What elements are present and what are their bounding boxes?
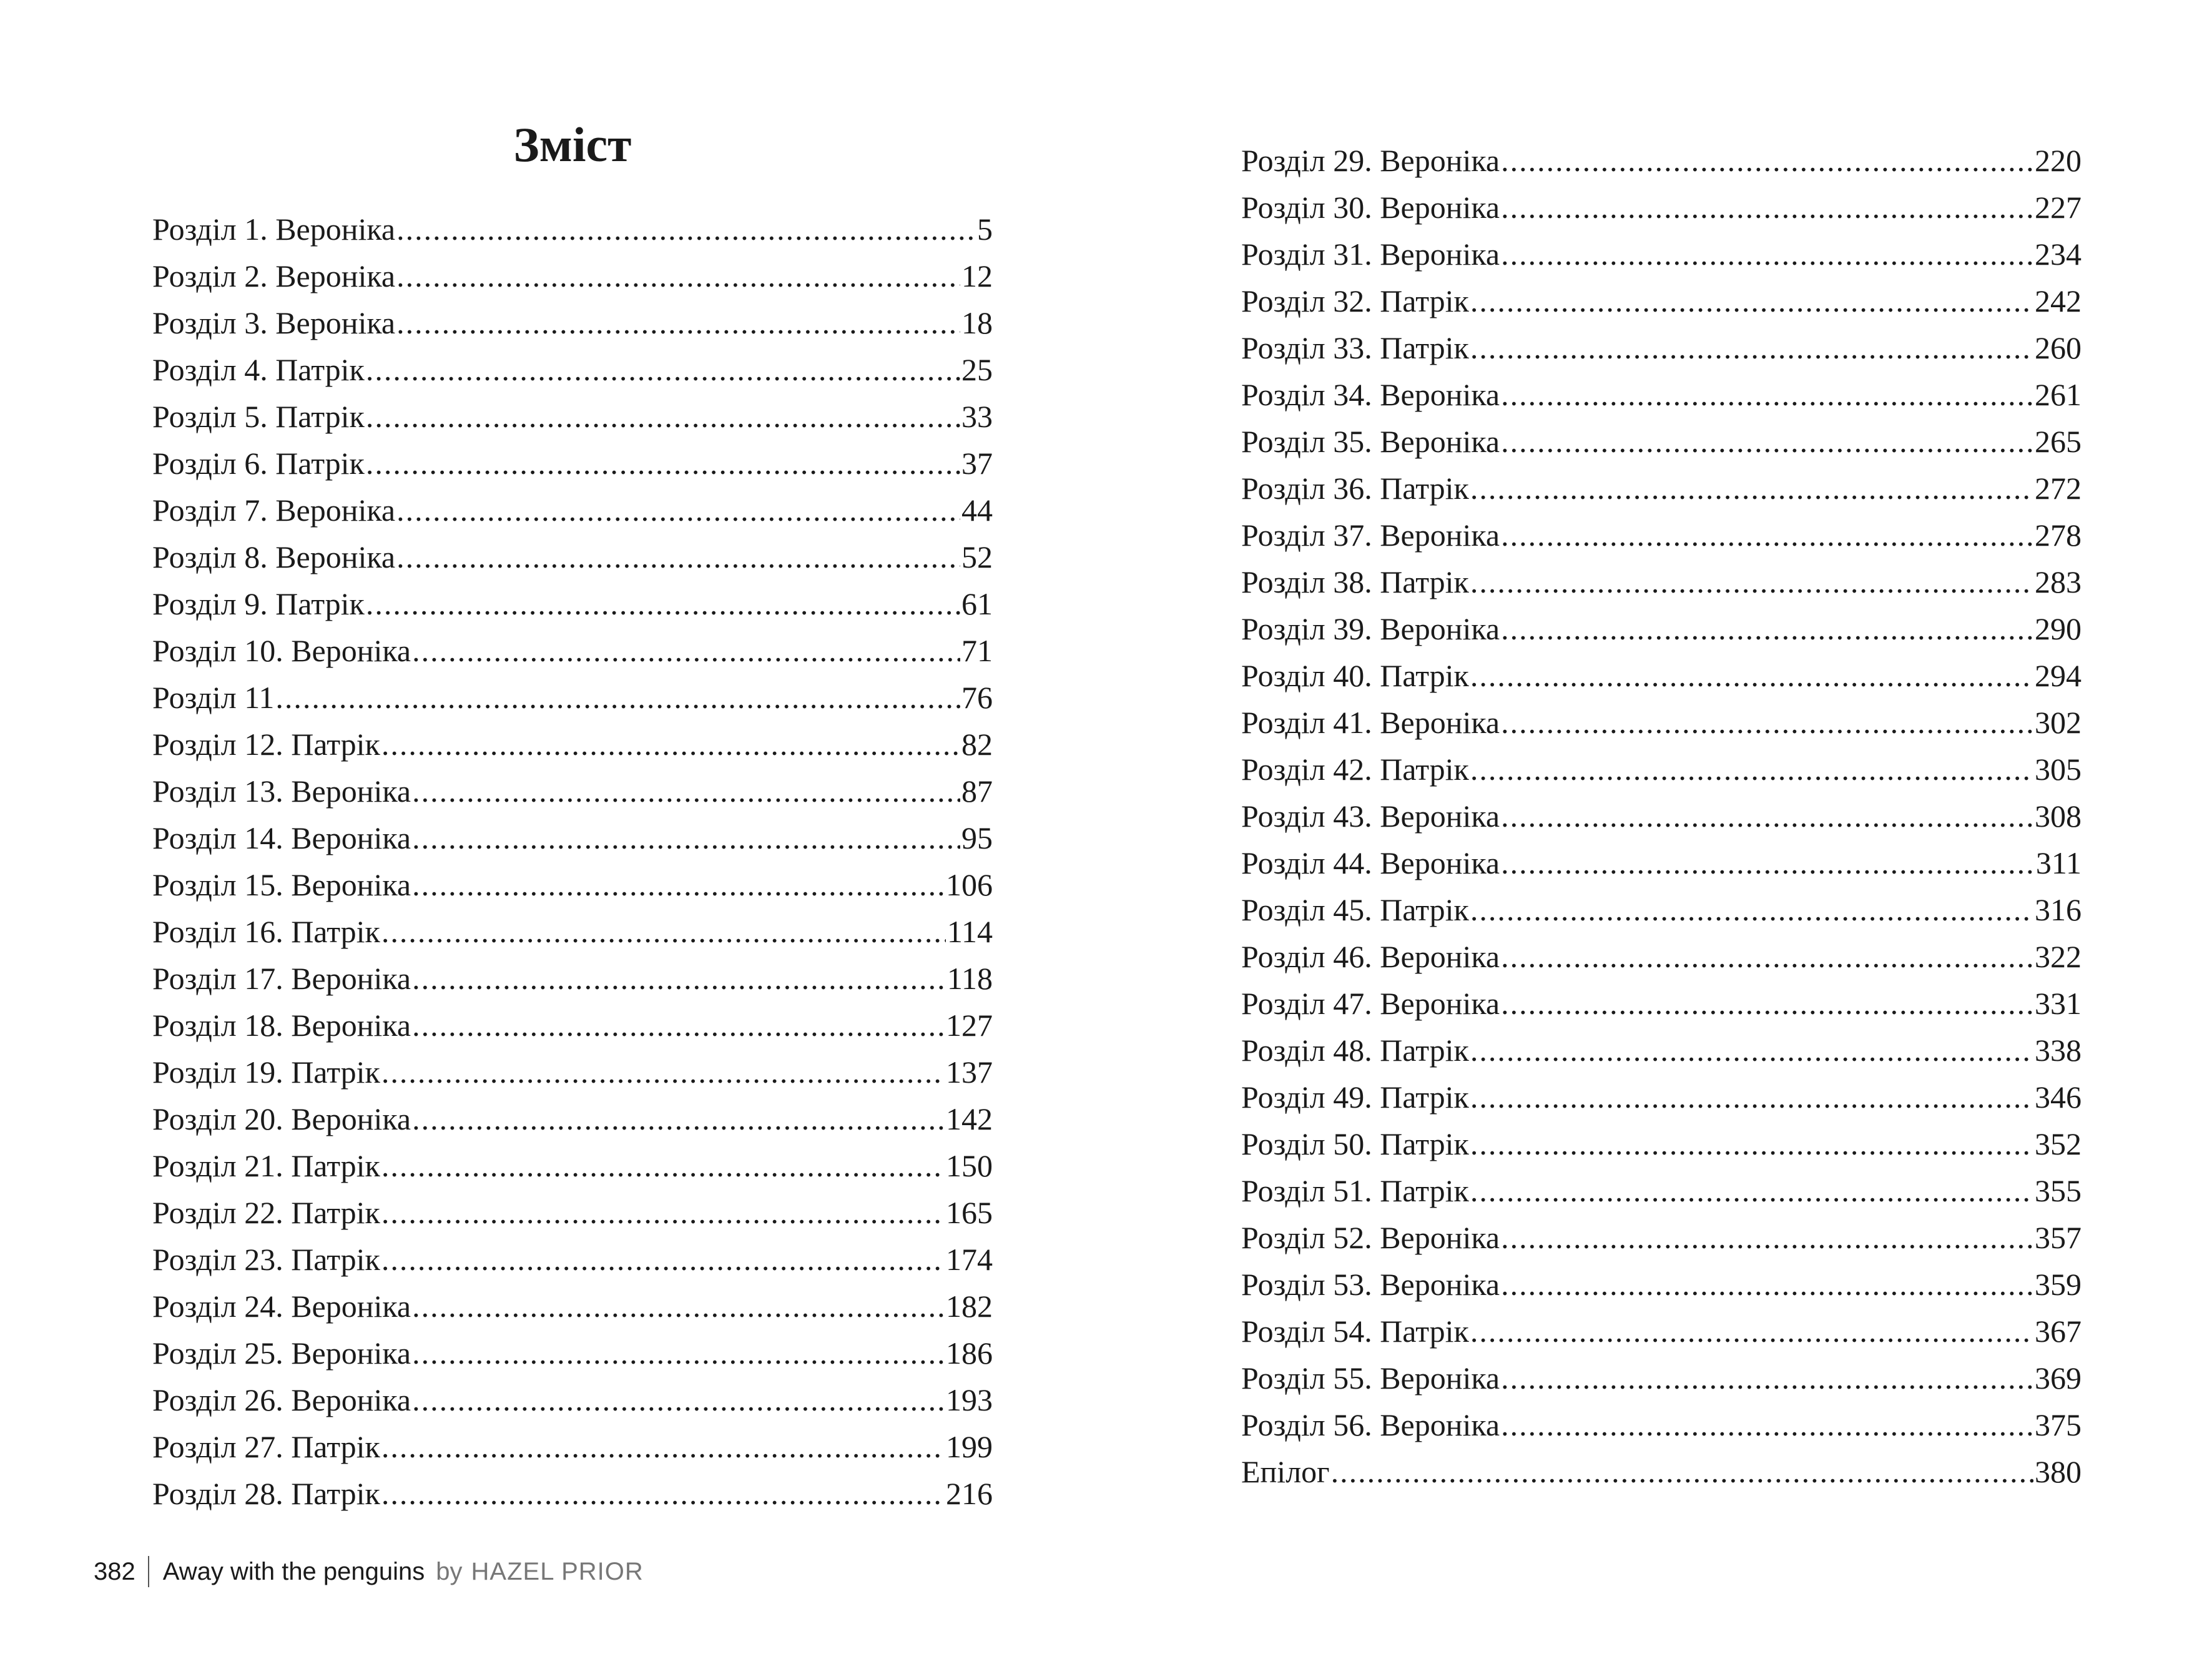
- toc-entry-page: 294: [2035, 658, 2082, 693]
- toc-dot-leader: [1501, 418, 2033, 465]
- toc-entry-label: Розділ 31. Вероніка: [1241, 237, 1500, 272]
- toc-entry-label: Розділ 14. Вероніка: [152, 820, 411, 855]
- toc-dot-leader: [1501, 980, 2033, 1027]
- toc-entry: [1241, 1168, 2082, 1214]
- toc-entry-page: 150: [946, 1148, 993, 1183]
- toc-entry-label: Розділ 7. Вероніка: [152, 493, 396, 528]
- toc-entry: [152, 253, 993, 300]
- toc-entry-label: Розділ 38. Патрік: [1241, 564, 1469, 599]
- toc-entry: [152, 1377, 993, 1424]
- toc-entry: [1241, 1121, 2082, 1168]
- toc-entry-page: 52: [961, 539, 993, 574]
- toc-entry-label: Розділ 45. Патрік: [1241, 892, 1469, 927]
- toc-entry-label: Розділ 12. Патрік: [152, 727, 380, 762]
- toc-entry-page: 118: [946, 961, 993, 996]
- toc-dot-leader: [381, 1189, 945, 1236]
- toc-entry: [1241, 887, 2082, 933]
- toc-entry-page: 186: [946, 1336, 993, 1371]
- toc-entry-page: 357: [2035, 1220, 2082, 1255]
- toc-entry-label: Розділ 56. Вероніка: [1241, 1407, 1500, 1442]
- toc-entry: [152, 393, 993, 440]
- toc-entry-label: Розділ 34. Вероніка: [1241, 377, 1500, 412]
- toc-dot-leader: [1470, 1027, 2033, 1074]
- toc-entry-label: Розділ 21. Патрік: [152, 1148, 380, 1183]
- toc-entry: [152, 347, 993, 393]
- toc-entry-page: 61: [961, 586, 993, 621]
- toc-dot-leader: [381, 1470, 945, 1517]
- toc-dot-leader: [396, 534, 960, 581]
- toc-entry: [152, 862, 993, 908]
- toc-entry-label: Розділ 3. Вероніка: [152, 305, 396, 340]
- toc-entry-page: 142: [946, 1101, 993, 1136]
- toc-entry-page: 355: [2035, 1173, 2082, 1208]
- toc-entry: [152, 1189, 993, 1236]
- toc-entry-page: 305: [2035, 752, 2082, 787]
- toc-entry-page: 114: [946, 914, 993, 949]
- toc-dot-leader: [1470, 1308, 2033, 1355]
- toc-entry: [1241, 465, 2082, 512]
- toc-entry-label: Розділ 18. Вероніка: [152, 1008, 411, 1043]
- toc-left-column: [152, 206, 993, 1517]
- toc-entry: [1241, 1261, 2082, 1308]
- toc-entry-page: 338: [2035, 1033, 2082, 1068]
- toc-entry-page: 311: [2035, 845, 2082, 880]
- toc-dot-leader: [366, 393, 960, 440]
- toc-dot-leader: [1501, 1402, 2033, 1449]
- footer-book-title: Away with the penguins: [162, 1557, 425, 1585]
- toc-entry: [1241, 1355, 2082, 1402]
- toc-entry: [1241, 325, 2082, 372]
- toc-dot-leader: [412, 1377, 945, 1424]
- toc-entry-page: 346: [2035, 1080, 2082, 1115]
- toc-entry: [152, 1330, 993, 1377]
- toc-entry-page: 5: [977, 212, 993, 247]
- toc-entry-label: Розділ 6. Патрік: [152, 446, 365, 481]
- toc-entry: [152, 534, 993, 581]
- toc-entry-page: 367: [2035, 1314, 2082, 1349]
- toc-entry-page: 182: [946, 1289, 993, 1324]
- toc-entry: [152, 768, 993, 815]
- toc-dot-leader: [1501, 840, 2035, 887]
- toc-dot-leader: [366, 440, 960, 487]
- toc-entry: [1241, 933, 2082, 980]
- toc-dot-leader: [381, 1143, 945, 1189]
- toc-dot-leader: [381, 908, 946, 955]
- toc-entry-label: Розділ 24. Вероніка: [152, 1289, 411, 1324]
- toc-dot-leader: [412, 815, 960, 862]
- toc-entry-page: 174: [946, 1242, 993, 1277]
- toc-entry: [1241, 699, 2082, 746]
- toc-entry-page: 234: [2035, 237, 2082, 272]
- toc-dot-leader: [412, 1330, 945, 1377]
- toc-entry-page: 44: [961, 493, 993, 528]
- footer-by: by: [436, 1557, 463, 1585]
- toc-right-column: [1241, 137, 2082, 1495]
- toc-entry-label: Розділ 43. Вероніка: [1241, 799, 1500, 834]
- toc-dot-leader: [366, 581, 960, 628]
- toc-entry-label: Розділ 4. Патрік: [152, 352, 365, 387]
- toc-entry-label: Розділ 16. Патрік: [152, 914, 380, 949]
- toc-entry-page: 380: [2035, 1454, 2082, 1489]
- toc-entry-page: 127: [946, 1008, 993, 1043]
- toc-entry-label: Розділ 15. Вероніка: [152, 867, 411, 902]
- toc-entry: [152, 1143, 993, 1189]
- toc-entry: [1241, 512, 2082, 559]
- toc-dot-leader: [1470, 746, 2033, 793]
- toc-dot-leader: [1470, 1121, 2033, 1168]
- toc-entry-label: Розділ 37. Вероніка: [1241, 518, 1500, 553]
- toc-entry: [152, 440, 993, 487]
- toc-dot-leader: [1501, 231, 2033, 278]
- toc-dot-leader: [412, 955, 946, 1002]
- toc-entry-page: 369: [2035, 1361, 2082, 1396]
- toc-entry: [152, 1096, 993, 1143]
- toc-dot-leader: [1501, 1261, 2033, 1308]
- toc-dot-leader: [381, 1049, 945, 1096]
- toc-entry-page: 71: [961, 633, 993, 668]
- toc-entry: [1241, 1074, 2082, 1121]
- toc-dot-leader: [1470, 465, 2033, 512]
- toc-entry: [152, 674, 993, 721]
- toc-dot-leader: [1501, 512, 2033, 559]
- toc-entry: [1241, 418, 2082, 465]
- footer-divider: [148, 1556, 149, 1587]
- toc-entry-label: Розділ 50. Патрік: [1241, 1126, 1469, 1161]
- toc-entry-label: Розділ 27. Патрік: [152, 1429, 380, 1464]
- toc-dot-leader: [412, 1283, 945, 1330]
- toc-dot-leader: [396, 253, 960, 300]
- toc-entry: [1241, 1214, 2082, 1261]
- toc-entry-label: Розділ 20. Вероніка: [152, 1101, 411, 1136]
- toc-entry: [152, 300, 993, 347]
- toc-entry-page: 308: [2035, 799, 2082, 834]
- toc-entry-page: 375: [2035, 1407, 2082, 1442]
- toc-entry-page: 33: [961, 399, 993, 434]
- toc-dot-leader: [412, 628, 960, 674]
- toc-dot-leader: [1501, 372, 2033, 418]
- toc-entry-label: Розділ 47. Вероніка: [1241, 986, 1500, 1021]
- toc-entry-label: Розділ 42. Патрік: [1241, 752, 1469, 787]
- toc-entry: [1241, 231, 2082, 278]
- toc-dot-leader: [396, 206, 976, 253]
- toc-entry-page: 18: [961, 305, 993, 340]
- toc-entry-page: 260: [2035, 330, 2082, 365]
- toc-entry-page: 242: [2035, 283, 2082, 318]
- toc-entry: [1241, 1449, 2082, 1495]
- toc-entry-page: 352: [2035, 1126, 2082, 1161]
- toc-entry: [152, 1049, 993, 1096]
- toc-entry-page: 25: [961, 352, 993, 387]
- toc-entry: [152, 955, 993, 1002]
- toc-entry-label: Розділ 29. Вероніка: [1241, 143, 1500, 178]
- toc-dot-leader: [1470, 652, 2033, 699]
- toc-dot-leader: [412, 862, 945, 908]
- toc-dot-leader: [1470, 559, 2033, 606]
- toc-entry-page: 227: [2035, 190, 2082, 225]
- toc-entry-label: Розділ 35. Вероніка: [1241, 424, 1500, 459]
- toc-dot-leader: [1470, 1168, 2033, 1214]
- toc-entry: [1241, 980, 2082, 1027]
- toc-entry: [1241, 137, 2082, 184]
- toc-entry: [152, 206, 993, 253]
- toc-entry-page: 316: [2035, 892, 2082, 927]
- toc-dot-leader: [1470, 1074, 2033, 1121]
- toc-entry-page: 165: [946, 1195, 993, 1230]
- toc-entry-page: 272: [2035, 471, 2082, 506]
- toc-entry: [1241, 184, 2082, 231]
- toc-entry-label: Розділ 41. Вероніка: [1241, 705, 1500, 740]
- toc-dot-leader: [412, 1002, 945, 1049]
- toc-entry-page: 331: [2035, 986, 2082, 1021]
- toc-entry-page: 216: [946, 1476, 993, 1511]
- toc-entry-label: Розділ 17. Вероніка: [152, 961, 411, 996]
- toc-entry-label: Розділ 5. Патрік: [152, 399, 365, 434]
- toc-dot-leader: [366, 347, 960, 393]
- toc-entry: [152, 1002, 993, 1049]
- toc-entry-page: 322: [2035, 939, 2082, 974]
- toc-dot-leader: [381, 721, 960, 768]
- toc-entry-page: 12: [961, 258, 993, 293]
- toc-entry-page: 261: [2035, 377, 2082, 412]
- toc-entry-label: Розділ 19. Патрік: [152, 1055, 380, 1090]
- toc-entry: [152, 1424, 993, 1470]
- toc-entry: [1241, 278, 2082, 325]
- toc-entry-page: 87: [961, 774, 993, 809]
- toc-entry-label: Розділ 54. Патрік: [1241, 1314, 1469, 1349]
- toc-entry-label: Розділ 33. Патрік: [1241, 330, 1469, 365]
- toc-entry: [1241, 793, 2082, 840]
- toc-entry-page: 193: [946, 1382, 993, 1417]
- toc-entry-page: 137: [946, 1055, 993, 1090]
- toc-dot-leader: [1501, 933, 2033, 980]
- toc-dot-leader: [1501, 137, 2033, 184]
- toc-dot-leader: [1501, 1355, 2033, 1402]
- toc-entry: [152, 908, 993, 955]
- toc-entry-label: Розділ 26. Вероніка: [152, 1382, 411, 1417]
- toc-dot-leader: [1470, 278, 2033, 325]
- toc-dot-leader: [396, 300, 960, 347]
- toc-entry: [1241, 840, 2082, 887]
- toc-entry-page: 359: [2035, 1267, 2082, 1302]
- toc-dot-leader: [381, 1236, 945, 1283]
- toc-dot-leader: [412, 1096, 945, 1143]
- toc-entry: [1241, 559, 2082, 606]
- toc-entry-label: Розділ 49. Патрік: [1241, 1080, 1469, 1115]
- toc-entry-label: Розділ 44. Вероніка: [1241, 845, 1500, 880]
- toc-entry-label: Розділ 40. Патрік: [1241, 658, 1469, 693]
- toc-entry-page: 37: [961, 446, 993, 481]
- toc-entry: [152, 1236, 993, 1283]
- toc-entry-label: Розділ 51. Патрік: [1241, 1173, 1469, 1208]
- toc-entry-label: Розділ 32. Патрік: [1241, 283, 1469, 318]
- toc-entry-label: Розділ 48. Патрік: [1241, 1033, 1469, 1068]
- toc-entry: [1241, 1308, 2082, 1355]
- toc-entry: [152, 721, 993, 768]
- toc-entry-label: Розділ 23. Патрік: [152, 1242, 380, 1277]
- toc-entry-label: Розділ 11: [152, 680, 275, 715]
- toc-entry-label: Розділ 10. Вероніка: [152, 633, 411, 668]
- toc-entry-label: Розділ 28. Патрік: [152, 1476, 380, 1511]
- toc-entry-label: Розділ 36. Патрік: [1241, 471, 1469, 506]
- toc-entry-label: Розділ 2. Вероніка: [152, 258, 396, 293]
- toc-dot-leader: [1501, 699, 2033, 746]
- toc-dot-leader: [1501, 184, 2033, 231]
- toc-entry-page: 220: [2035, 143, 2082, 178]
- toc-entry: [1241, 606, 2082, 652]
- toc-entry-page: 278: [2035, 518, 2082, 553]
- toc-entry-page: 283: [2035, 564, 2082, 599]
- toc-entry-label: Розділ 30. Вероніка: [1241, 190, 1500, 225]
- toc-entry: [1241, 652, 2082, 699]
- toc-dot-leader: [1501, 793, 2033, 840]
- toc-entry-page: 302: [2035, 705, 2082, 740]
- toc-entry-page: 106: [946, 867, 993, 902]
- toc-entry-label: Розділ 39. Вероніка: [1241, 611, 1500, 646]
- toc-entry: [1241, 1027, 2082, 1074]
- toc-dot-leader: [396, 487, 960, 534]
- footer-author: HAZEL PRIOR: [471, 1557, 644, 1585]
- toc-entry-page: 95: [961, 820, 993, 855]
- toc-dot-leader: [1470, 325, 2033, 372]
- toc-dot-leader: [1331, 1449, 2033, 1495]
- toc-entry: [1241, 1402, 2082, 1449]
- toc-dot-leader: [381, 1424, 945, 1470]
- toc-entry: [152, 1470, 993, 1517]
- page-footer: [94, 1553, 644, 1590]
- toc-entry-label: Розділ 52. Вероніка: [1241, 1220, 1500, 1255]
- toc-entry: [1241, 372, 2082, 418]
- toc-entry-label: Епілог: [1241, 1454, 1330, 1489]
- toc-entry: [152, 628, 993, 674]
- toc-entry-label: Розділ 25. Вероніка: [152, 1336, 411, 1371]
- toc-dot-leader: [275, 674, 960, 721]
- toc-entry-label: Розділ 55. Вероніка: [1241, 1361, 1500, 1396]
- toc-entry: [152, 487, 993, 534]
- toc-entry-label: Розділ 9. Патрік: [152, 586, 365, 621]
- toc-entry-page: 82: [961, 727, 993, 762]
- toc-entry: [1241, 746, 2082, 793]
- toc-entry-label: Розділ 13. Вероніка: [152, 774, 411, 809]
- toc-entry-label: Розділ 46. Вероніка: [1241, 939, 1500, 974]
- toc-entry: [152, 815, 993, 862]
- footer-page-number: 382: [94, 1557, 135, 1585]
- toc-entry-label: Розділ 8. Вероніка: [152, 539, 396, 574]
- toc-entry: [152, 1283, 993, 1330]
- page-title: Зміст: [513, 117, 632, 172]
- toc-dot-leader: [1470, 887, 2033, 933]
- toc-dot-leader: [412, 768, 960, 815]
- toc-entry-label: Розділ 1. Вероніка: [152, 212, 396, 247]
- toc-entry-label: Розділ 53. Вероніка: [1241, 1267, 1500, 1302]
- toc-dot-leader: [1501, 1214, 2033, 1261]
- toc-entry: [152, 581, 993, 628]
- toc-entry-label: Розділ 22. Патрік: [152, 1195, 380, 1230]
- toc-dot-leader: [1501, 606, 2033, 652]
- toc-entry-page: 265: [2035, 424, 2082, 459]
- toc-entry-page: 76: [961, 680, 993, 715]
- toc-entry-page: 290: [2035, 611, 2082, 646]
- toc-entry-page: 199: [946, 1429, 993, 1464]
